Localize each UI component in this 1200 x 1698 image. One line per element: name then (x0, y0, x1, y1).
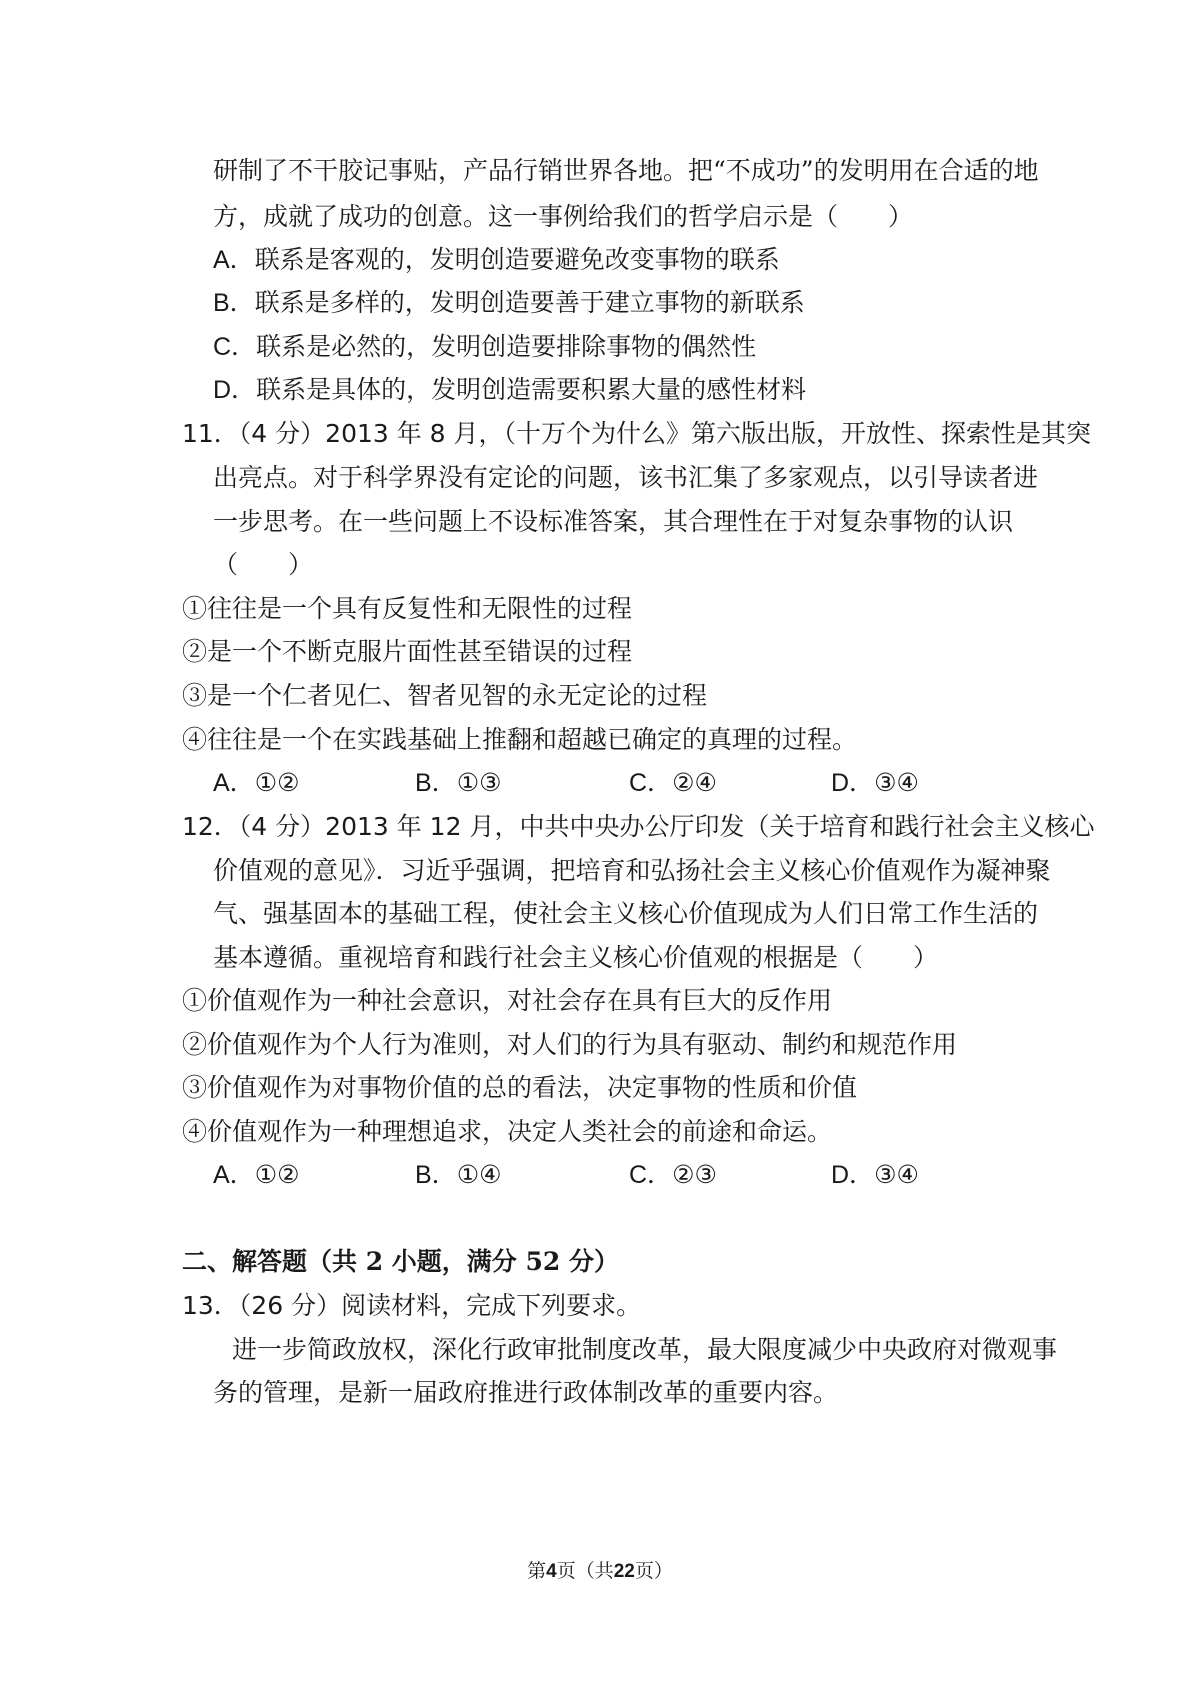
q12-item-3: ③价值观作为对事物价值的总的看法，决定事物的性质和价值 (182, 1073, 858, 1102)
choice-text: ①③ (456, 768, 502, 797)
choice-letter: A． (213, 1161, 255, 1189)
q11-line-2: 出亮点。对于科学界没有定论的问题，该书汇集了多家观点，以引导读者进 (213, 463, 1039, 492)
q11-item-3: ③是一个仁者见仁、智者见智的永无定论的过程 (182, 681, 708, 710)
q10-line-1: 研制了不干胶记事贴，产品行销世界各地。把“不成功”的发明用在合适的地 (213, 156, 1039, 185)
q11-item-4: ④往往是一个在实践基础上推翻和超越已确定的真理的过程。 (182, 725, 858, 754)
q13-number: 13．（26 分） (182, 1291, 342, 1320)
q11-line-1: （十万个为什么》第六版出版，开放性、探索性是其突 (503, 419, 1092, 448)
q11-item-1: ①往往是一个具有反复性和无限性的过程 (182, 594, 633, 623)
q13-prompt: 阅读材料，完成下列要求。 (341, 1291, 642, 1320)
footer-total-pages: 22 (613, 1561, 635, 1582)
q12-first-line (182, 810, 1094, 844)
q12-choice-c (629, 1158, 717, 1192)
choice-letter: D． (831, 769, 875, 797)
q10-option-a (213, 243, 780, 277)
option-letter: B． (213, 289, 255, 317)
option-text: 联系是客观的，发明创造要避免改变事物的联系 (254, 245, 780, 274)
option-letter: A． (213, 246, 255, 274)
q10-line-2: 方，成就了成功的创意。这一事例给我们的哲学启示是（ ） (213, 202, 914, 231)
q10-option-c (213, 330, 756, 364)
q11-item-2: ②是一个不断克服片面性甚至错误的过程 (182, 637, 633, 666)
q12-choice-b (415, 1158, 502, 1192)
q11-line-4: （ ） (213, 550, 314, 579)
q11-first-line (182, 417, 1091, 451)
choice-letter: C． (629, 1161, 673, 1189)
q12-line-2: 价值观的意见》．习近乎强调，把培育和弘扬社会主义核心价值观作为凝神聚 (213, 856, 1051, 885)
q12-line-4: 基本遵循。重视培育和践行社会主义核心价值观的根据是（ ） (213, 943, 939, 972)
footer-page-number: 4 (546, 1561, 557, 1582)
option-letter: C． (213, 333, 257, 361)
footer-prefix: 第 (527, 1560, 547, 1582)
option-text: 联系是具体的，发明创造需要积累大量的感性材料 (256, 375, 807, 404)
q11-choice-b (415, 766, 502, 800)
choice-letter: B． (415, 1161, 457, 1189)
option-text: 联系是多样的，发明创造要善于建立事物的新联系 (254, 288, 805, 317)
q13-first-line (182, 1289, 641, 1323)
q12-item-1: ①价值观作为一种社会意识，对社会存在具有巨大的反作用 (182, 986, 833, 1015)
section-heading: 二、解答题（共 2 小题，满分 52 分） (182, 1247, 620, 1276)
q11-number: 11．（4 分）2013 年 8 月， (182, 419, 504, 448)
footer-middle: 页（共 (556, 1560, 614, 1582)
choice-text: ①② (254, 768, 300, 797)
choice-text: ③④ (874, 768, 919, 797)
q10-option-d (213, 373, 806, 407)
q13-line-1: 进一步简政放权，深化行政审批制度改革，最大限度减少中央政府对微观事 (232, 1335, 1058, 1364)
choice-text: ①② (254, 1160, 300, 1189)
q12-line-1: 中共中央办公厅印发（关于培育和践行社会主义核心 (519, 812, 1095, 841)
footer-suffix: 页） (634, 1560, 673, 1582)
choice-letter: B． (415, 769, 457, 797)
q11-line-3: 一步思考。在一些问题上不设标准答案，其合理性在于对复杂事物的认识 (213, 507, 1014, 536)
choice-letter: C． (629, 769, 673, 797)
choice-text: ②④ (672, 768, 717, 797)
q12-choice-d (831, 1158, 919, 1192)
q11-choice-a (213, 766, 300, 800)
choice-text: ③④ (874, 1160, 919, 1189)
choice-letter: A． (213, 769, 255, 797)
q11-choice-d (831, 766, 919, 800)
q10-option-b (213, 286, 805, 320)
q12-item-2: ②价值观作为个人行为准则，对人们的行为具有驱动、制约和规范作用 (182, 1030, 958, 1059)
q12-item-4: ④价值观作为一种理想追求，决定人类社会的前途和命运。 (182, 1117, 833, 1146)
q12-number: 12．（4 分）2013 年 12 月， (182, 812, 520, 841)
option-text: 联系是必然的，发明创造要排除事物的偶然性 (256, 332, 757, 361)
page-footer (0, 1558, 1200, 1585)
choice-text: ②③ (672, 1160, 717, 1189)
choice-letter: D． (831, 1161, 875, 1189)
choice-text: ①④ (456, 1160, 502, 1189)
q11-choice-c (629, 766, 717, 800)
q12-line-3: 气、强基固本的基础工程，使社会主义核心价值现成为人们日常工作生活的 (213, 899, 1039, 928)
q12-choice-a (213, 1158, 300, 1192)
q13-line-2: 务的管理，是新一届政府推进行政体制改革的重要内容。 (213, 1378, 839, 1407)
option-letter: D． (213, 376, 257, 404)
